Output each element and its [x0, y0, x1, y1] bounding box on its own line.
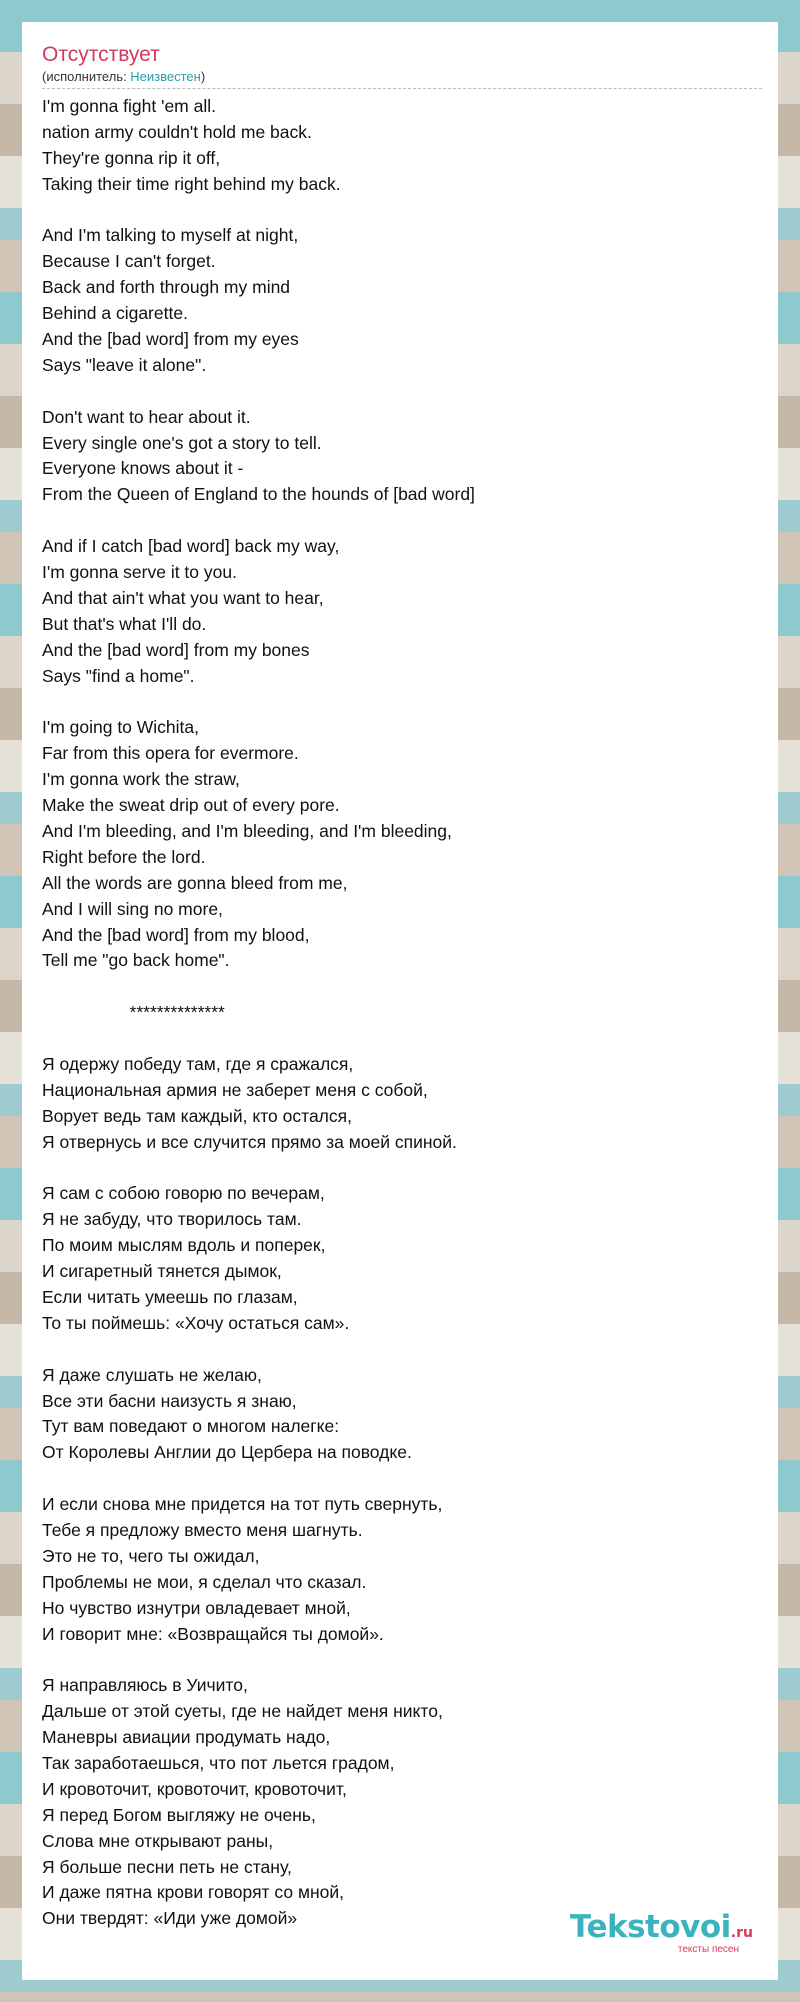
lyric-line: I'm gonna serve it to you. — [42, 562, 237, 583]
lyric-line: But that's what I'll do. — [42, 613, 207, 634]
lyric-line: I'm gonna work the straw, — [42, 769, 240, 790]
stanza-break — [42, 974, 758, 1000]
lyric-line: They're gonna rip it off, — [42, 147, 221, 168]
stanza-break — [42, 689, 758, 715]
lyric-line: Behind a cigarette. — [42, 303, 188, 324]
stanza-break — [42, 508, 758, 534]
lyric-line: And the [bad word] from my blood, — [42, 924, 310, 945]
lyric-line: Тебе я предложу вместо меня шагнуть. — [42, 1519, 363, 1540]
lyric-line: И кровоточит, кровоточит, кровоточит, — [42, 1778, 347, 1799]
artist-suffix: ) — [200, 69, 206, 84]
lyric-line: Я больше песни петь не стану, — [42, 1856, 292, 1877]
lyric-line: Дальше от этой суеты, где не найдет меня никто, — [42, 1701, 443, 1722]
lyric-line: От Королевы Англии до Цербера на поводке. — [42, 1442, 412, 1463]
stanza-break — [42, 1026, 758, 1052]
lyric-line: Make the sweat drip out of every pore. — [42, 795, 340, 816]
stanza-break — [42, 1156, 758, 1182]
logo-tagline: тексты песен — [677, 1944, 739, 1955]
lyric-line: Все эти басни наизусть я знаю, — [42, 1390, 297, 1411]
lyric-line: По моим мыслям вдоль и поперек, — [42, 1235, 326, 1256]
lyric-line: From the Queen of England to the hounds of [bad word] — [42, 484, 475, 505]
lyric-line: И даже пятна крови говорят со мной, — [42, 1882, 345, 1903]
lyric-line: Every single one's got a story to tell. — [42, 432, 322, 453]
lyric-line: Я перед Богом выгляжу не очень, — [42, 1804, 316, 1825]
lyric-line: Ворует ведь там каждый, кто остался, — [42, 1105, 352, 1126]
lyrics-body — [42, 94, 758, 1932]
lyric-line: Тут вам поведают о многом налегке: — [42, 1416, 340, 1437]
lyric-line: And the [bad word] from my bones — [42, 639, 310, 660]
lyric-line: Says "find a home". — [42, 665, 195, 686]
lyric-line: Маневры авиации продумать надо, — [42, 1727, 331, 1748]
lyric-line: I'm gonna fight 'em all. — [42, 96, 216, 116]
lyrics-card — [22, 22, 778, 1980]
stanza-break — [42, 379, 758, 405]
lyric-line: Они твердят: «Иди уже домой» — [42, 1908, 298, 1929]
song-title: Отсутствует — [42, 43, 160, 66]
lyric-line: Я даже слушать не желаю, — [42, 1364, 262, 1385]
lyric-line: Everyone knows about it - — [42, 458, 244, 479]
lyric-line: Я одержу победу там, где я сражался, — [42, 1053, 354, 1074]
stanza-break — [42, 1466, 758, 1492]
lyric-line: Back and forth through my mind — [42, 277, 291, 298]
lyric-line: nation army couldn't hold me back. — [42, 121, 312, 142]
lyric-line: И если снова мне придется на тот путь свернуть, — [42, 1494, 443, 1515]
logo-domain-suffix: .ru — [730, 1925, 753, 1941]
lyric-line: And if I catch [bad word] back my way, — [42, 536, 340, 557]
lyric-line: Taking their time right behind my back. — [42, 173, 341, 194]
lyric-line: Так заработаешься, что пот льется градом, — [42, 1753, 395, 1773]
lyric-line: Я направляюсь в Уичито, — [42, 1675, 248, 1696]
lyric-line: Says "leave it alone". — [42, 354, 207, 375]
artist-prefix: (исполнитель: — [42, 69, 131, 84]
lyric-line: I'm going to Wichita, — [42, 717, 200, 738]
stanza-break — [42, 198, 758, 224]
stanza-break — [42, 1647, 758, 1673]
lyric-line: И сигаретный тянется дымок, — [42, 1261, 282, 1282]
lyric-line: Far from this opera for evermore. — [42, 743, 299, 764]
lyric-line: Right before the lord. — [42, 846, 206, 867]
lyric-line: Я сам с собою говорю по вечерам, — [42, 1183, 325, 1204]
lyric-line: Because I can't forget. — [42, 251, 216, 272]
lyric-line: Don't want to hear about it. — [42, 406, 251, 427]
lyric-line: Я не забуду, что творилось там. — [42, 1209, 302, 1230]
lyric-line: And I'm bleeding, and I'm bleeding, and I'm bleeding, — [42, 820, 452, 841]
lyric-line: Но чувство изнутри овладевает мной, — [42, 1597, 351, 1618]
lyric-line: And I will sing no more, — [42, 898, 223, 919]
lyric-line: Если читать умеешь по глазам, — [42, 1286, 298, 1307]
lyric-line: То ты поймешь: «Хочу остаться сам». — [42, 1312, 350, 1333]
stanza-break — [42, 1337, 758, 1363]
lyric-line: And I'm talking to myself at night, — [42, 225, 299, 246]
lyric-line: Tell me "go back home". — [42, 950, 230, 971]
lyric-line: И говорит мне: «Возвращайся ты домой». — [42, 1623, 384, 1644]
lyric-line: And the [bad word] from my eyes — [42, 329, 299, 350]
lyric-line: Это не то, чего ты ожидал, — [42, 1545, 260, 1566]
logo-wordmark: Tekstovoi — [569, 1909, 731, 1945]
artist-line — [42, 68, 762, 89]
lyric-line: All the words are gonna bleed from me, — [42, 872, 348, 893]
lyric-line: Проблемы не мои, я сделал что сказал. — [42, 1571, 367, 1592]
lyric-line: Я отвернусь и все случится прямо за моей спиной. — [42, 1131, 457, 1152]
lyric-line: ************** — [42, 1002, 225, 1023]
lyric-line: Национальная армия не заберет меня с собой, — [42, 1079, 428, 1100]
artist-link[interactable]: Неизвестен — [130, 69, 201, 84]
site-logo[interactable] — [570, 1910, 753, 1955]
lyric-line: Слова мне открывают раны, — [42, 1830, 274, 1851]
lyric-line: And that ain't what you want to hear, — [42, 587, 324, 608]
